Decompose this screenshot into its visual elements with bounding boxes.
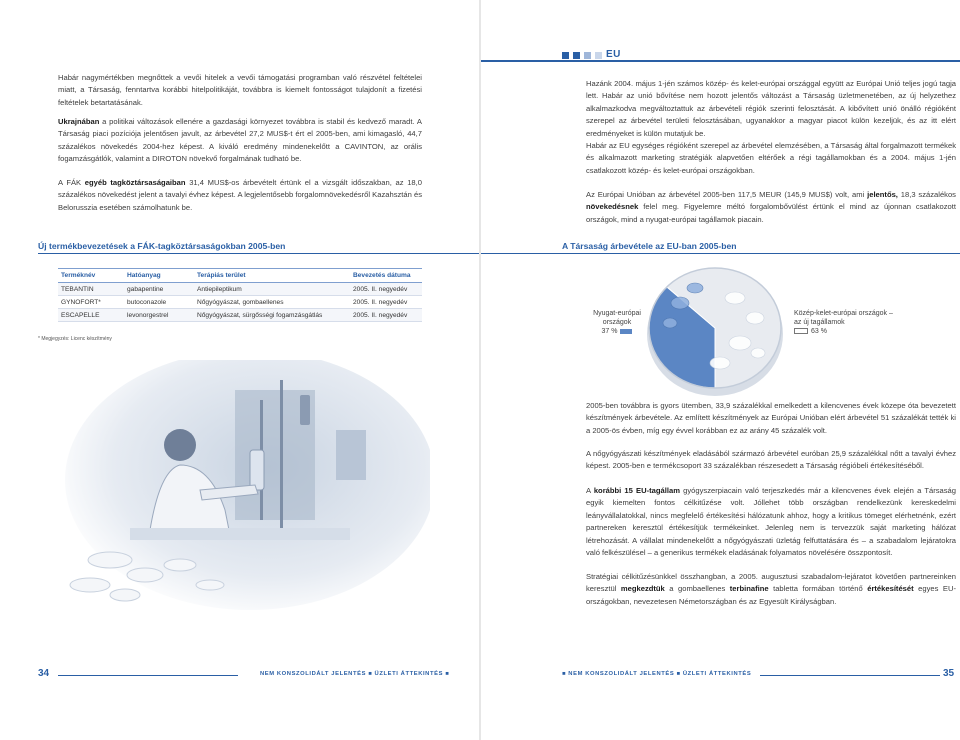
table-header: Terápiás terület: [194, 269, 350, 283]
table-header: Bevezetés dátuma: [350, 269, 422, 283]
table-row: [58, 283, 422, 296]
table-cell: GYNOFORT*: [58, 296, 124, 309]
eu15-text: gyógyszerpiacain való terjeszkedés már a kilencvenes évek elején a Társaság egyik kiemelten fontos célkitűzése volt. Jóllehet több országban rendelkezünk kereskedelmi leányvállalatokkal, nincs megfelelő értékesítési hálózatunk ahhoz, hogy a kritikus tömeget elérhetnénk, ezért partnereken keresztül értékesítjük termékeinket. Jelenleg nem is tervezzük saját marketing hálózat létrehozását. A vállalat mindenekelőtt a nőgyógyászati üzletág felfuttatására és – a szabadalom lejáratokra való felkészülésel – a generikus termékek eladásának folyamatos növelésére összpontosít.: [586, 486, 956, 558]
table-cell: gabapentine: [124, 283, 194, 296]
terb-bold3: értékesítését: [867, 584, 914, 594]
paragraph-terbinafine: [586, 571, 956, 608]
header-square-icon: [584, 52, 591, 59]
table-cell: Antiepileptikum: [194, 283, 350, 296]
paragraph-eu-region: Habár az EU egységes régióként szerepel az árbevétel elemzésében, a Társaság által forgalmazott termékek és alkalmazott marketing stratégiák alapvetően eltérőek a régi tagállamokban és a 2004. május 1-jén csatlakozott közép- és kelet-európai országokban.: [586, 141, 956, 175]
cis-text: 31,4 MUS$-os árbevételt értünk el a vizsgált időszakban, az 18,0 százalékos növekedést jelent a tavalyi évhez képest. A legjelentősebb forgalomnövekedésről Kazahsztán és Belorusszia esetében számolhatunk be.: [58, 178, 422, 212]
eu-revenue-mid: 18,3 százalékos: [897, 190, 956, 199]
legend-cee-label1: Közép-kelet-európai országok –: [794, 310, 893, 317]
terb-bold1: megkezdtük: [620, 584, 665, 594]
legend-west-swatch: [620, 329, 632, 334]
table-cell: Nőgyógyászat, sürgősségi fogamzásgátlás: [194, 309, 350, 322]
terb-rest: egyes EU-országokban, nevezetesen Németországban és az Egyesült Királyságban.: [586, 584, 957, 606]
eu-revenue-bold1: jelentős,: [867, 190, 898, 199]
footer-rule-left: [58, 675, 238, 676]
section-rule-left: [38, 253, 479, 254]
section-title-eu-revenue: A Társaság árbevétele az EU-ban 2005-ben: [562, 241, 737, 251]
legend-west-label2: országok: [602, 319, 632, 326]
lab-photo: [50, 360, 430, 615]
legend-cee: [794, 309, 914, 336]
table-cell: TEBANTIN: [58, 283, 124, 296]
table-row: [58, 296, 422, 309]
header-square-icon: [573, 52, 580, 59]
paragraph-cis-other: [58, 177, 422, 214]
eu15-pre: A: [586, 486, 594, 495]
header-square-icon: [595, 52, 602, 59]
legend-west: [582, 309, 652, 336]
table-cell: 2005. II. negyedév: [350, 283, 422, 296]
legend-cee-value-row: [794, 327, 914, 336]
paragraph-new-products-growth: 2005-ben továbbra is gyors ütemben, 33,9 százalékkal emelkedett a kilencvenes évek közepe óta bevezetett készítmények árbevétele. Az említett készítmények az Európai Unióban elért árbevétel 51 százalékát tették ki a 2005-ös évben, míg egy évvel korábban ez az arány 45 százalék volt.: [586, 401, 956, 435]
ukraine-bold: Ukrajnában: [58, 117, 100, 126]
new-products-table: [58, 268, 422, 322]
table-header-row: [58, 269, 422, 283]
table-cell: 2005. II. negyedév: [350, 296, 422, 309]
legend-west-value: 37 %: [601, 328, 618, 335]
table-footnote: * Megjegyzés: Licenc készítmény: [38, 336, 112, 342]
footer-text-left: NEM KONSZOLIDÁLT JELENTÉS ■ ÜZLETI ÁTTEKINTÉS ■: [260, 671, 450, 677]
table-header: Hatóanyag: [124, 269, 194, 283]
eu-revenue-pie-chart: [640, 258, 790, 400]
eu-revenue-rest: felel meg. Figyelemre méltó forgalombővülést értünk el mind az újonnan csatlakozott országok, mind a nyugat-európai tagállamok piacain.: [586, 202, 956, 224]
header-label-eu: EU: [606, 49, 621, 60]
eu15-bold: korábbi 15 EU-tagállam: [593, 486, 680, 495]
legend-cee-label2: az új tagállamok: [794, 319, 845, 326]
terb-mid2: tabletta formában történő: [768, 584, 868, 594]
section-title-new-products: Új termékbevezetések a FÁK-tagköztársaságokban 2005-ben: [38, 241, 286, 251]
paragraph-ukraine: [58, 116, 422, 166]
eu-revenue-pre: Az Európai Unióban az árbevétel 2005-ben 117,5 MEUR (145,9 MUS$) volt, ami: [586, 190, 868, 199]
table-header: Terméknév: [58, 269, 124, 283]
footer-rule-right: [760, 675, 940, 676]
legend-cee-value: 63 %: [811, 328, 827, 335]
section-rule-right: [481, 253, 960, 254]
page-number-left: 34: [38, 668, 50, 679]
header-square-icon: [562, 52, 569, 59]
paragraph-eu-revenue: [586, 189, 956, 226]
left-page: [0, 0, 479, 740]
footer-text-right: ■ NEM KONSZOLIDÁLT JELENTÉS ■ ÜZLETI ÁTTEKINTÉS: [562, 671, 752, 677]
terb-mid1: a gombaellenes: [664, 584, 730, 594]
ukraine-text: a politikai változások ellenére a gazdasági környezet továbbra is stabil és kedvező maradt. A Társaság piaci pozíciója jelentősen javult, az árbevétel 27,2 MUS$-t ért el 2005-ben, ami kimagasló, 44,7 százalékos növekedés 2004-hez képest. A kiváló eredmény mindenekelőtt a CAVINTON, az orális fogamzásgátlók, valamint a DIROTON növekvő forgalmának tudható be.: [58, 117, 422, 164]
paragraph-eu15: [586, 485, 956, 559]
legend-west-label1: Nyugat-európai: [593, 310, 641, 317]
paragraph-credit-policy: Habár nagymértékben megnőttek a vevői hitelek a vevői támogatási programban való részvétel feltételei miatt, a Társaság, fenntartva korábbi hitelpolitikáját, továbbra is kiemelt fontosságot tulajdonít a fizetési feltételek betartatásának.: [58, 73, 422, 107]
cis-pre: A FÁK: [58, 178, 85, 187]
table-row: [58, 309, 422, 322]
paragraph-gynecology: A nőgyógyászati készítmények eladásából származó árbevétel euróban 25,9 százalékkal nőtt a tavalyi évhez képest. 2005-ben e termékcsoport 33 százalékban részesedett a Társaság régióbeli értékesítéséből.: [586, 449, 956, 471]
page-number-right: 35: [943, 668, 955, 679]
table-cell: 2005. II. negyedév: [350, 309, 422, 322]
eu-revenue-bold2: növekedésnek: [586, 202, 639, 212]
cis-bold: egyéb tagköztársaságaiban: [84, 178, 186, 187]
legend-cee-swatch: [794, 328, 808, 334]
terb-bold2: terbinafine: [729, 584, 769, 594]
table-cell: levonorgestrel: [124, 309, 194, 322]
legend-west-value-row: [582, 327, 652, 336]
paragraph-eu-membership: Hazánk 2004. május 1-jén számos közép- és kelet-európai országgal együtt az Európai Unió teljes jogú tagja lett. Habár az unió bővítése nem hozott jelentős változást a Társaság üzletmenetében, az új helyzethez alkalmazkodva megváltoztattuk az árbevételi régiók szerinti felosztását. A kibővített unió önálló régióként szerepel az árbevétel területi felosztásában, ugyanakkor a magyar piacot külön kezeljük, és az itt elért eredményeket is külön mutatjuk be.: [586, 79, 956, 138]
header-bar: [481, 60, 960, 62]
terb-pre: Stratégiai célkitűzésünkkel összhangban, a 2005. augusztusi szabadalom-lejáratot követően partnereinken keresztül: [586, 572, 956, 594]
table-cell: Nőgyógyászat, gombaellenes: [194, 296, 350, 309]
table-cell: butoconazole: [124, 296, 194, 309]
table-cell: ESCAPELLE: [58, 309, 124, 322]
